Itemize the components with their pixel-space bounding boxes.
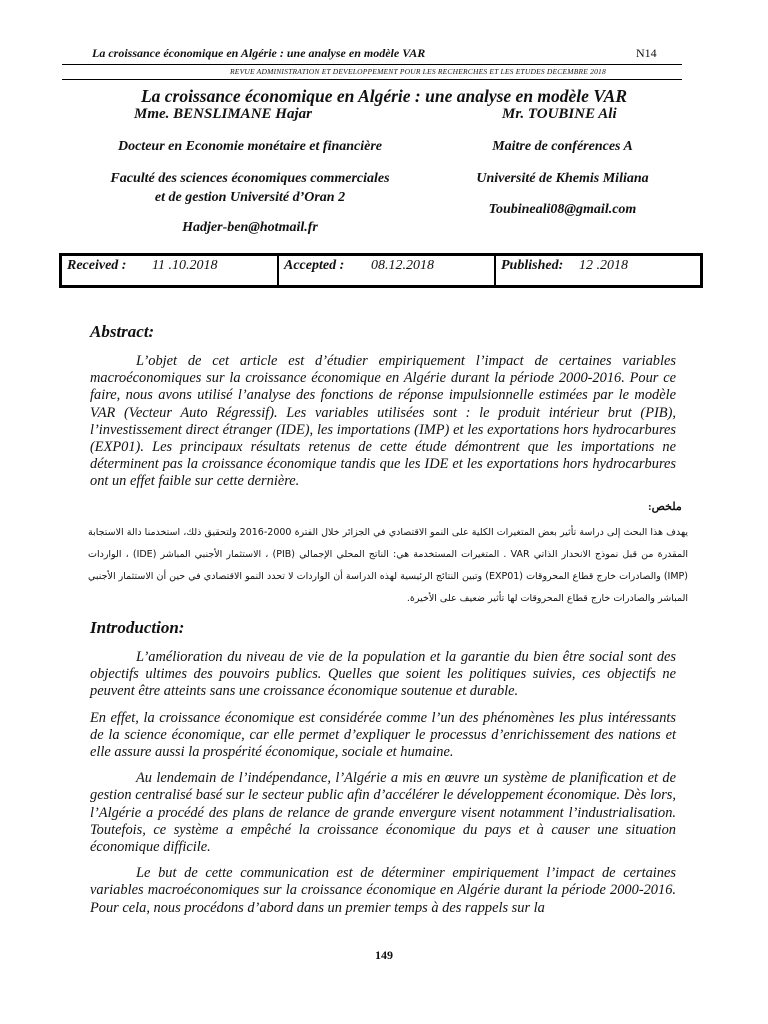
published-cell (496, 256, 700, 285)
author2-affiliation: Université de Khemis Miliana (476, 171, 649, 186)
published-label: Published: (501, 258, 564, 273)
publication-dates-box (59, 253, 703, 288)
abstract-section (90, 322, 154, 342)
introduction-section (90, 618, 184, 638)
author1-affiliation-line2: et de gestion Université d’Oran 2 (154, 190, 346, 205)
received-value: 11 .10.2018 (152, 258, 218, 273)
introduction-heading: Introduction: (90, 618, 185, 637)
abstract-body (90, 353, 676, 491)
intro-paragraph-3: Au lendemain de l’indépendance, l’Algérie a mis en œuvre un système de planification et de gestion centralisé basé sur le secteur public afin d’accélérer le développement économique. Dès lors, l’Algérie a procédé des plans de relance de grande envergure visent notamment l’industrialisation. Toutefois, ce système a empêché la croissance économique du pays et à causer une situation économique difficile. (90, 770, 676, 856)
author1-email: Hadjer-ben@hotmail.fr (182, 220, 318, 235)
introduction-body (90, 649, 676, 917)
author1-affiliation (80, 169, 420, 207)
author2-position: Maitre de conférences A (492, 139, 633, 154)
author1-affiliation-line1: Faculté des sciences économiques commerciales (110, 171, 390, 186)
running-header-title: La croissance économique en Algérie : une analyse en modèle VAR (92, 46, 426, 60)
author2-email: Toubineali08@gmail.com (488, 202, 637, 217)
issue-number: N14 (636, 46, 657, 60)
abstract-text: L’objet de cet article est d’étudier empiriquement l’impact de certaines variables macroéconomiques sur la croissance économique en Algérie durant la période 2000-2016. Pour ce faire, nous avons utilisé l’analyse des fonctions de réponse impulsionnelle estimées par le modèle VAR (Vecteur Auto Régressif). Les variables utilisées sont : le produit intérieur brut (PIB), l’investissement direct étranger (IDE), les importations (IMP) et les exportations hors hydrocarbures (EXP01). Les principaux résultats retenus de cette étude démontrent que les importations ne déterminent pas la croissance économique tandis que les IDE et les exportations hors hydrocarbures ont un effet faible sur cette dernière. (90, 353, 676, 490)
received-label: Received : (67, 258, 127, 273)
author2-name: Mr. TOUBINE Ali (502, 106, 617, 122)
received-cell (62, 256, 279, 285)
journal-name: REVUE ADMINISTRATION ET DEVELOPPEMENT POUR LES RECHERCHES ET LES ETUDES DECEMBRE 2018 (230, 67, 606, 76)
accepted-cell (279, 256, 496, 285)
published-value: 12 .2018 (579, 258, 628, 273)
accepted-label: Accepted : (284, 258, 345, 273)
intro-paragraph-2: En effet, la croissance économique est considérée comme l’un des phénomènes les plus intéressants de la science économique, car elle permet d’expliquer le processus d’enrichissement des nations et elle assure aussi la prospérité économique, sociale et humaine. (90, 709, 676, 761)
intro-paragraph-4: Le but de cette communication est de déterminer empiriquement l’impact de certaines variables macroéconomiques sur la croissance économique en Algérie durant la période 2000-2016. Pour cela, nous procédons d’abord dans un premier temps à des rappels sur la (90, 865, 676, 916)
paper-title: La croissance économique en Algérie : une analyse en modèle VAR (140, 86, 628, 106)
header-rule-bottom (62, 79, 682, 80)
arabic-abstract-text: يهدف هذا البحث إلى دراسة تأثير بعض المتغيرات الكلية على النمو الاقتصادي في الجزائر خلال الفترة 2000-2016 ولتحقيق ذلك، استخدمنا دالة الاستجابة المقدرة من قبل نموذج الانحدار الذاتي VAR . المتغيرات المستخدمة هي: الناتج المحلي الإجمالي (PIB) ، الاستثمار الأجنبي المباشر (IDE) ، الواردات (IMP) والصادرات خارج قطاع المحروقات (EXP01) وتبين النتائج الرئيسية لهذه الدراسة أن الواردات لا تحدد النمو الاقتصادي في حين أن الاستثمار الأجنبي المباشر والصادرات خارج قطاع المحروقات لها تأثير ضعيف على الأخيرة. (88, 527, 688, 604)
author1-name: Mme. BENSLIMANE Hajar (134, 106, 312, 122)
accepted-value: 08.12.2018 (371, 258, 434, 273)
author1-position: Docteur en Economie monétaire et financière (117, 139, 383, 154)
intro-paragraph-1: L’amélioration du niveau de vie de la population et la garantie du bien être social sont des objectifs ultimes des pouvoirs publics. Quelles que soient les politiques suivies, ces objectifs ne peuvent être atteints sans une croissance économique soutenue et durable. (90, 649, 676, 700)
arabic-abstract-label: ملخص: (648, 501, 682, 513)
header-rule-top (62, 64, 682, 65)
page-number: 149 (375, 948, 393, 962)
abstract-heading: Abstract: (90, 322, 155, 341)
